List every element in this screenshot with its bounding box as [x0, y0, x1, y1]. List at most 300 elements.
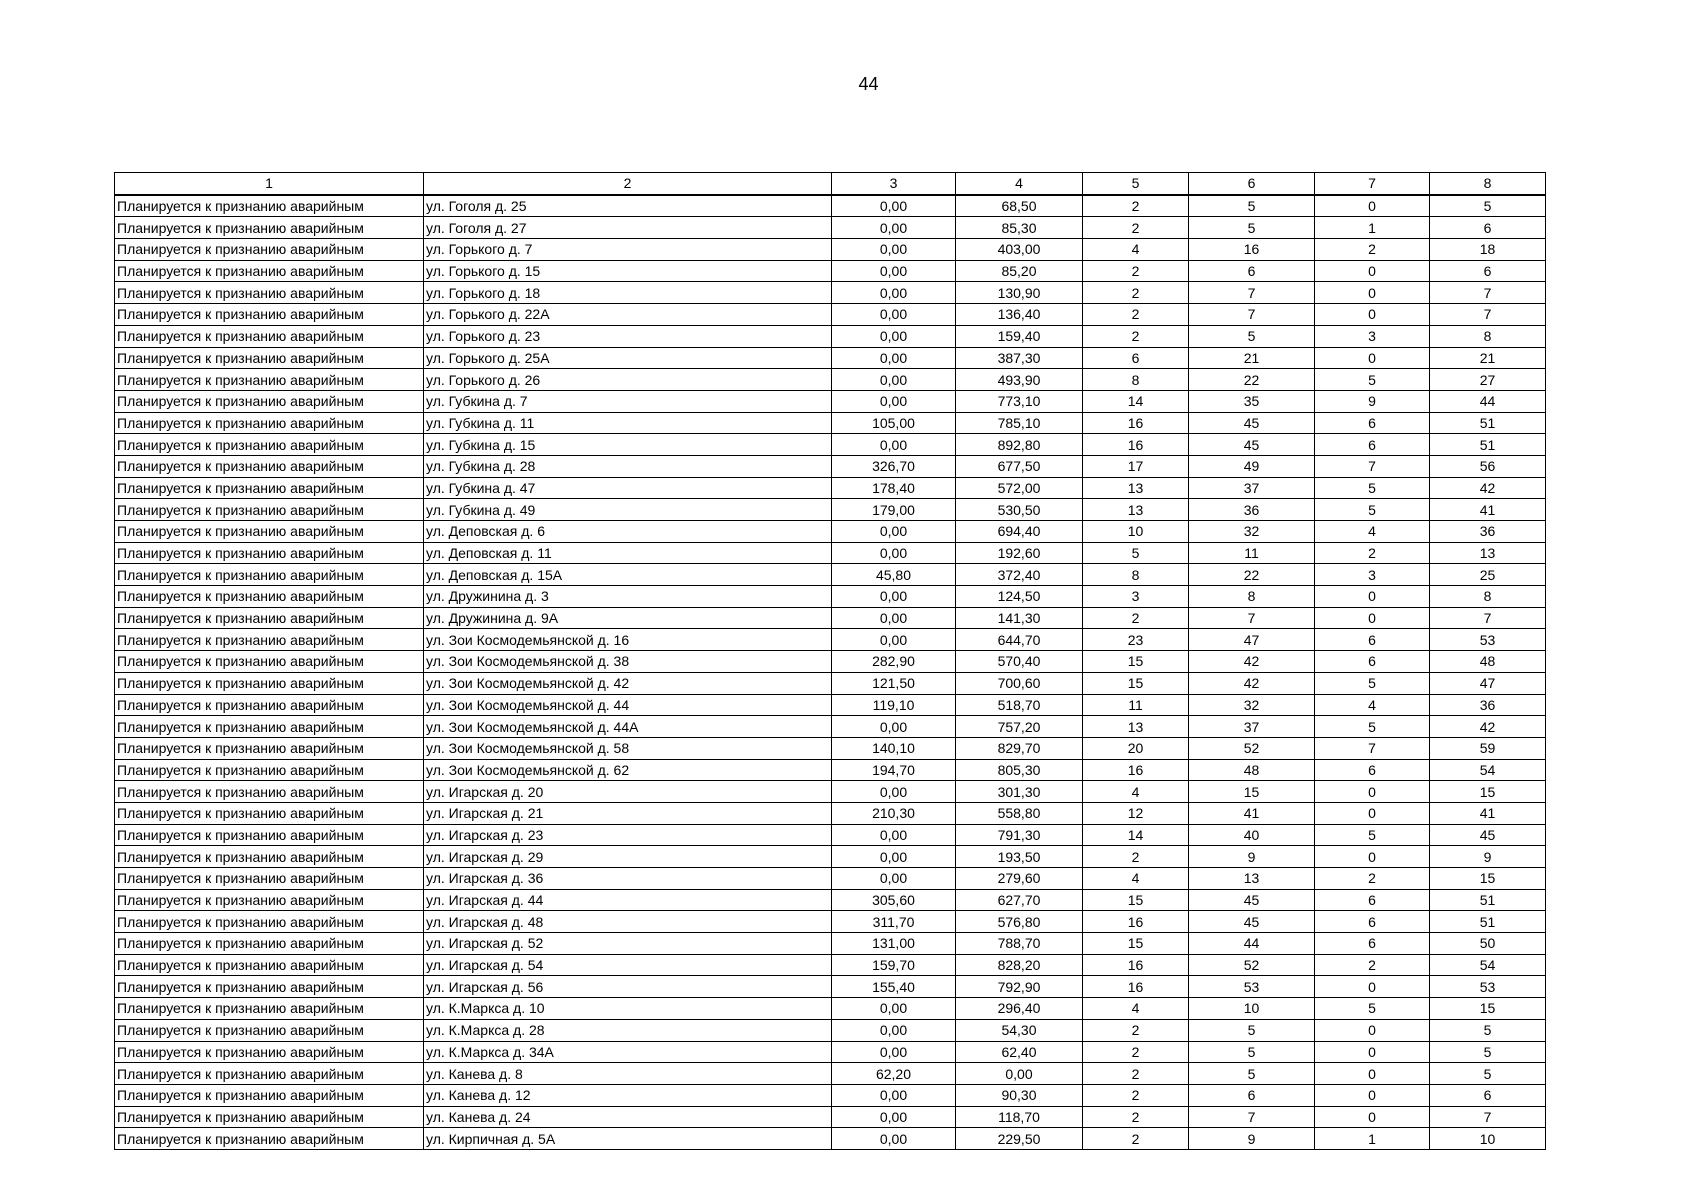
column-header-6: 6 — [1189, 173, 1315, 195]
cell-col4: 518,70 — [956, 694, 1083, 716]
cell-col6: 10 — [1189, 998, 1315, 1020]
cell-col7: 6 — [1315, 651, 1430, 673]
cell-address: ул. Деповская д. 6 — [424, 521, 832, 543]
cell-col8: 56 — [1430, 455, 1546, 477]
cell-col7: 6 — [1315, 434, 1430, 456]
cell-status: Планируется к признанию аварийным — [115, 434, 424, 456]
cell-col4: 124,50 — [956, 586, 1083, 608]
cell-status: Планируется к признанию аварийным — [115, 304, 424, 326]
cell-col5: 2 — [1083, 195, 1189, 217]
cell-col7: 7 — [1315, 455, 1430, 477]
table-row — [115, 282, 1546, 304]
cell-col4: 805,30 — [956, 759, 1083, 781]
cell-col5: 14 — [1083, 824, 1189, 846]
cell-col5: 4 — [1083, 998, 1189, 1020]
cell-address: ул. Канева д. 8 — [424, 1063, 832, 1085]
cell-status: Планируется к признанию аварийным — [115, 347, 424, 369]
cell-col3: 45,80 — [832, 564, 956, 586]
cell-status: Планируется к признанию аварийным — [115, 521, 424, 543]
cell-col7: 5 — [1315, 672, 1430, 694]
cell-col8: 47 — [1430, 672, 1546, 694]
cell-col5: 2 — [1083, 325, 1189, 347]
cell-col5: 12 — [1083, 802, 1189, 824]
cell-col5: 2 — [1083, 846, 1189, 868]
cell-col8: 42 — [1430, 716, 1546, 738]
cell-status: Планируется к признанию аварийным — [115, 911, 424, 933]
table-row — [115, 1128, 1546, 1150]
cell-col5: 16 — [1083, 911, 1189, 933]
cell-col3: 0,00 — [832, 521, 956, 543]
cell-col7: 0 — [1315, 586, 1430, 608]
table-row — [115, 304, 1546, 326]
column-header-4: 4 — [956, 173, 1083, 195]
cell-col4: 576,80 — [956, 911, 1083, 933]
cell-col5: 5 — [1083, 542, 1189, 564]
cell-col5: 16 — [1083, 434, 1189, 456]
cell-col4: 773,10 — [956, 390, 1083, 412]
cell-address: ул. Гоголя д. 27 — [424, 217, 832, 239]
cell-col5: 4 — [1083, 239, 1189, 261]
cell-col5: 23 — [1083, 629, 1189, 651]
cell-col6: 44 — [1189, 933, 1315, 955]
cell-col4: 0,00 — [956, 1063, 1083, 1085]
cell-col5: 6 — [1083, 347, 1189, 369]
cell-col4: 892,80 — [956, 434, 1083, 456]
cell-col5: 15 — [1083, 933, 1189, 955]
cell-col6: 22 — [1189, 369, 1315, 391]
cell-col7: 6 — [1315, 889, 1430, 911]
cell-col8: 41 — [1430, 802, 1546, 824]
cell-col5: 13 — [1083, 499, 1189, 521]
cell-status: Планируется к признанию аварийным — [115, 998, 424, 1020]
table-row — [115, 325, 1546, 347]
cell-col7: 2 — [1315, 542, 1430, 564]
cell-col5: 8 — [1083, 564, 1189, 586]
cell-status: Планируется к признанию аварийным — [115, 499, 424, 521]
cell-col3: 0,00 — [832, 716, 956, 738]
cell-col3: 0,00 — [832, 325, 956, 347]
cell-col3: 0,00 — [832, 282, 956, 304]
cell-col5: 2 — [1083, 1041, 1189, 1063]
cell-address: ул. Кирпичная д. 5А — [424, 1128, 832, 1150]
cell-col3: 0,00 — [832, 868, 956, 890]
cell-address: ул. Деповская д. 11 — [424, 542, 832, 564]
cell-col8: 48 — [1430, 651, 1546, 673]
cell-col4: 85,20 — [956, 260, 1083, 282]
table-row — [115, 759, 1546, 781]
column-header-5: 5 — [1083, 173, 1189, 195]
cell-col6: 45 — [1189, 412, 1315, 434]
cell-address: ул. Горького д. 23 — [424, 325, 832, 347]
cell-col4: 757,20 — [956, 716, 1083, 738]
cell-col8: 44 — [1430, 390, 1546, 412]
cell-col8: 36 — [1430, 521, 1546, 543]
cell-col3: 0,00 — [832, 1084, 956, 1106]
table-row — [115, 477, 1546, 499]
cell-col6: 16 — [1189, 239, 1315, 261]
cell-col7: 0 — [1315, 1084, 1430, 1106]
cell-col3: 0,00 — [832, 846, 956, 868]
cell-col6: 7 — [1189, 282, 1315, 304]
cell-col4: 372,40 — [956, 564, 1083, 586]
cell-col5: 16 — [1083, 954, 1189, 976]
cell-col5: 2 — [1083, 1084, 1189, 1106]
cell-col4: 229,50 — [956, 1128, 1083, 1150]
cell-col8: 18 — [1430, 239, 1546, 261]
cell-col7: 0 — [1315, 607, 1430, 629]
cell-col5: 16 — [1083, 976, 1189, 998]
cell-col4: 159,40 — [956, 325, 1083, 347]
cell-status: Планируется к признанию аварийным — [115, 694, 424, 716]
table-row — [115, 260, 1546, 282]
cell-col4: 792,90 — [956, 976, 1083, 998]
cell-address: ул. Гоголя д. 25 — [424, 195, 832, 217]
cell-col3: 311,70 — [832, 911, 956, 933]
cell-col8: 25 — [1430, 564, 1546, 586]
table-row — [115, 651, 1546, 673]
cell-col4: 493,90 — [956, 369, 1083, 391]
cell-address: ул. Игарская д. 23 — [424, 824, 832, 846]
cell-col4: 141,30 — [956, 607, 1083, 629]
cell-col7: 0 — [1315, 282, 1430, 304]
cell-col7: 6 — [1315, 412, 1430, 434]
cell-col6: 41 — [1189, 802, 1315, 824]
cell-col8: 5 — [1430, 1041, 1546, 1063]
cell-col6: 11 — [1189, 542, 1315, 564]
table-row — [115, 195, 1546, 217]
cell-col6: 5 — [1189, 217, 1315, 239]
cell-col3: 0,00 — [832, 434, 956, 456]
cell-status: Планируется к признанию аварийным — [115, 390, 424, 412]
table-row — [115, 998, 1546, 1020]
cell-col4: 85,30 — [956, 217, 1083, 239]
column-header-1: 1 — [115, 173, 424, 195]
cell-col6: 9 — [1189, 846, 1315, 868]
cell-col8: 59 — [1430, 737, 1546, 759]
cell-address: ул. Игарская д. 48 — [424, 911, 832, 933]
cell-col3: 282,90 — [832, 651, 956, 673]
table-row — [115, 694, 1546, 716]
cell-col8: 5 — [1430, 1063, 1546, 1085]
cell-col6: 15 — [1189, 781, 1315, 803]
cell-col6: 49 — [1189, 455, 1315, 477]
cell-col6: 5 — [1189, 1019, 1315, 1041]
cell-col8: 51 — [1430, 434, 1546, 456]
cell-col4: 530,50 — [956, 499, 1083, 521]
cell-status: Планируется к признанию аварийным — [115, 412, 424, 434]
cell-col5: 2 — [1083, 217, 1189, 239]
cell-col8: 5 — [1430, 1019, 1546, 1041]
cell-col7: 5 — [1315, 716, 1430, 738]
cell-address: ул. К.Маркса д. 10 — [424, 998, 832, 1020]
cell-status: Планируется к признанию аварийным — [115, 954, 424, 976]
cell-col4: 570,40 — [956, 651, 1083, 673]
cell-col8: 15 — [1430, 998, 1546, 1020]
cell-col8: 15 — [1430, 868, 1546, 890]
cell-status: Планируется к признанию аварийным — [115, 672, 424, 694]
cell-col3: 179,00 — [832, 499, 956, 521]
cell-col4: 130,90 — [956, 282, 1083, 304]
cell-col6: 37 — [1189, 716, 1315, 738]
cell-col6: 35 — [1189, 390, 1315, 412]
cell-status: Планируется к признанию аварийным — [115, 477, 424, 499]
cell-col5: 2 — [1083, 260, 1189, 282]
cell-col6: 36 — [1189, 499, 1315, 521]
cell-col5: 15 — [1083, 889, 1189, 911]
cell-col7: 0 — [1315, 1019, 1430, 1041]
cell-address: ул. Горького д. 25А — [424, 347, 832, 369]
cell-col6: 32 — [1189, 694, 1315, 716]
cell-col8: 7 — [1430, 282, 1546, 304]
cell-col8: 50 — [1430, 933, 1546, 955]
cell-col4: 90,30 — [956, 1084, 1083, 1106]
cell-col4: 644,70 — [956, 629, 1083, 651]
cell-col6: 7 — [1189, 1106, 1315, 1128]
table-row — [115, 217, 1546, 239]
cell-col5: 2 — [1083, 1128, 1189, 1150]
cell-col7: 5 — [1315, 477, 1430, 499]
cell-col4: 785,10 — [956, 412, 1083, 434]
cell-col3: 0,00 — [832, 217, 956, 239]
cell-status: Планируется к признанию аварийным — [115, 1041, 424, 1063]
table-row — [115, 564, 1546, 586]
cell-status: Планируется к признанию аварийным — [115, 1084, 424, 1106]
cell-col5: 17 — [1083, 455, 1189, 477]
cell-col4: 296,40 — [956, 998, 1083, 1020]
cell-col7: 3 — [1315, 325, 1430, 347]
table-row — [115, 1041, 1546, 1063]
table-row — [115, 1019, 1546, 1041]
cell-status: Планируется к признанию аварийным — [115, 716, 424, 738]
cell-col5: 2 — [1083, 282, 1189, 304]
cell-col4: 627,70 — [956, 889, 1083, 911]
cell-col4: 677,50 — [956, 455, 1083, 477]
cell-address: ул. Дружинина д. 3 — [424, 586, 832, 608]
table-row — [115, 455, 1546, 477]
cell-col6: 48 — [1189, 759, 1315, 781]
cell-col6: 6 — [1189, 1084, 1315, 1106]
cell-col6: 5 — [1189, 325, 1315, 347]
cell-col8: 7 — [1430, 607, 1546, 629]
cell-col5: 14 — [1083, 390, 1189, 412]
cell-col3: 326,70 — [832, 455, 956, 477]
cell-status: Планируется к признанию аварийным — [115, 933, 424, 955]
cell-address: ул. Горького д. 7 — [424, 239, 832, 261]
cell-col7: 2 — [1315, 239, 1430, 261]
cell-col3: 0,00 — [832, 998, 956, 1020]
header-row — [115, 173, 1546, 195]
cell-col5: 13 — [1083, 477, 1189, 499]
cell-col8: 51 — [1430, 889, 1546, 911]
cell-col4: 301,30 — [956, 781, 1083, 803]
cell-col8: 53 — [1430, 629, 1546, 651]
cell-status: Планируется к признанию аварийным — [115, 781, 424, 803]
cell-col8: 6 — [1430, 1084, 1546, 1106]
cell-col4: 118,70 — [956, 1106, 1083, 1128]
cell-address: ул. Горького д. 18 — [424, 282, 832, 304]
cell-address: ул. Игарская д. 36 — [424, 868, 832, 890]
cell-col7: 6 — [1315, 759, 1430, 781]
cell-col8: 41 — [1430, 499, 1546, 521]
cell-address: ул. Губкина д. 11 — [424, 412, 832, 434]
cell-col7: 0 — [1315, 976, 1430, 998]
cell-col5: 20 — [1083, 737, 1189, 759]
cell-status: Планируется к признанию аварийным — [115, 1019, 424, 1041]
cell-col6: 7 — [1189, 304, 1315, 326]
cell-col8: 54 — [1430, 954, 1546, 976]
table-row — [115, 781, 1546, 803]
cell-status: Планируется к признанию аварийным — [115, 868, 424, 890]
cell-address: ул. Губкина д. 49 — [424, 499, 832, 521]
cell-col3: 155,40 — [832, 976, 956, 998]
cell-col3: 0,00 — [832, 239, 956, 261]
cell-col3: 159,70 — [832, 954, 956, 976]
cell-col7: 5 — [1315, 824, 1430, 846]
cell-col6: 52 — [1189, 954, 1315, 976]
cell-col7: 7 — [1315, 737, 1430, 759]
cell-col5: 16 — [1083, 759, 1189, 781]
table-row — [115, 542, 1546, 564]
cell-col6: 22 — [1189, 564, 1315, 586]
table-row — [115, 889, 1546, 911]
cell-col4: 788,70 — [956, 933, 1083, 955]
cell-address: ул. Горького д. 26 — [424, 369, 832, 391]
cell-col6: 8 — [1189, 586, 1315, 608]
cell-col7: 3 — [1315, 564, 1430, 586]
cell-col6: 21 — [1189, 347, 1315, 369]
cell-col3: 131,00 — [832, 933, 956, 955]
cell-col7: 0 — [1315, 846, 1430, 868]
cell-col6: 42 — [1189, 672, 1315, 694]
cell-col8: 13 — [1430, 542, 1546, 564]
cell-col4: 558,80 — [956, 802, 1083, 824]
cell-col4: 68,50 — [956, 195, 1083, 217]
cell-status: Планируется к признанию аварийным — [115, 564, 424, 586]
cell-col4: 572,00 — [956, 477, 1083, 499]
cell-address: ул. Игарская д. 20 — [424, 781, 832, 803]
cell-col8: 5 — [1430, 195, 1546, 217]
cell-status: Планируется к признанию аварийным — [115, 607, 424, 629]
cell-col7: 9 — [1315, 390, 1430, 412]
cell-col5: 2 — [1083, 607, 1189, 629]
cell-col6: 45 — [1189, 889, 1315, 911]
table-row — [115, 629, 1546, 651]
cell-status: Планируется к признанию аварийным — [115, 1106, 424, 1128]
cell-col3: 0,00 — [832, 390, 956, 412]
cell-col7: 6 — [1315, 911, 1430, 933]
table-row — [115, 976, 1546, 998]
cell-col5: 3 — [1083, 586, 1189, 608]
cell-col4: 193,50 — [956, 846, 1083, 868]
cell-col6: 5 — [1189, 195, 1315, 217]
cell-address: ул. Игарская д. 44 — [424, 889, 832, 911]
cell-status: Планируется к признанию аварийным — [115, 1128, 424, 1150]
cell-col7: 0 — [1315, 347, 1430, 369]
cell-col7: 4 — [1315, 694, 1430, 716]
cell-col6: 40 — [1189, 824, 1315, 846]
table-row — [115, 1063, 1546, 1085]
cell-status: Планируется к признанию аварийным — [115, 369, 424, 391]
cell-status: Планируется к признанию аварийным — [115, 260, 424, 282]
table-row — [115, 390, 1546, 412]
cell-col8: 42 — [1430, 477, 1546, 499]
cell-address: ул. Зои Космодемьянской д. 38 — [424, 651, 832, 673]
cell-col3: 210,30 — [832, 802, 956, 824]
cell-col3: 0,00 — [832, 542, 956, 564]
cell-col3: 0,00 — [832, 195, 956, 217]
cell-col8: 15 — [1430, 781, 1546, 803]
cell-col8: 45 — [1430, 824, 1546, 846]
cell-col8: 27 — [1430, 369, 1546, 391]
cell-status: Планируется к признанию аварийным — [115, 802, 424, 824]
cell-col6: 45 — [1189, 911, 1315, 933]
cell-status: Планируется к признанию аварийным — [115, 586, 424, 608]
column-header-2: 2 — [424, 173, 832, 195]
table-row — [115, 499, 1546, 521]
cell-address: ул. Игарская д. 29 — [424, 846, 832, 868]
cell-col5: 2 — [1083, 1063, 1189, 1085]
cell-col4: 279,60 — [956, 868, 1083, 890]
cell-col8: 54 — [1430, 759, 1546, 781]
table-row — [115, 846, 1546, 868]
cell-address: ул. Игарская д. 54 — [424, 954, 832, 976]
cell-col5: 2 — [1083, 1019, 1189, 1041]
cell-col5: 4 — [1083, 781, 1189, 803]
cell-col3: 121,50 — [832, 672, 956, 694]
cell-col7: 0 — [1315, 1041, 1430, 1063]
cell-col6: 7 — [1189, 607, 1315, 629]
cell-col7: 4 — [1315, 521, 1430, 543]
cell-col5: 11 — [1083, 694, 1189, 716]
table-row — [115, 586, 1546, 608]
cell-col3: 0,00 — [832, 824, 956, 846]
cell-col7: 1 — [1315, 1128, 1430, 1150]
cell-status: Планируется к признанию аварийным — [115, 325, 424, 347]
page-number: 44 — [858, 74, 879, 94]
table-body — [115, 173, 1546, 1150]
cell-col8: 51 — [1430, 911, 1546, 933]
cell-col7: 0 — [1315, 1106, 1430, 1128]
cell-col7: 0 — [1315, 1063, 1430, 1085]
table-row — [115, 521, 1546, 543]
cell-col6: 42 — [1189, 651, 1315, 673]
cell-col6: 13 — [1189, 868, 1315, 890]
table-row — [115, 434, 1546, 456]
cell-col7: 2 — [1315, 868, 1430, 890]
cell-col3: 0,00 — [832, 1128, 956, 1150]
cell-address: ул. К.Маркса д. 34А — [424, 1041, 832, 1063]
cell-col8: 7 — [1430, 304, 1546, 326]
cell-col5: 8 — [1083, 369, 1189, 391]
cell-col4: 54,30 — [956, 1019, 1083, 1041]
cell-col6: 5 — [1189, 1041, 1315, 1063]
table-row — [115, 716, 1546, 738]
cell-col3: 0,00 — [832, 304, 956, 326]
table-row — [115, 369, 1546, 391]
cell-col7: 0 — [1315, 781, 1430, 803]
cell-col7: 0 — [1315, 195, 1430, 217]
cell-col5: 10 — [1083, 521, 1189, 543]
cell-col3: 0,00 — [832, 347, 956, 369]
column-header-8: 8 — [1430, 173, 1546, 195]
cell-col3: 0,00 — [832, 586, 956, 608]
cell-address: ул. Зои Космодемьянской д. 44 — [424, 694, 832, 716]
cell-col3: 119,10 — [832, 694, 956, 716]
cell-col8: 8 — [1430, 586, 1546, 608]
cell-col8: 36 — [1430, 694, 1546, 716]
cell-col7: 6 — [1315, 933, 1430, 955]
cell-col4: 829,70 — [956, 737, 1083, 759]
